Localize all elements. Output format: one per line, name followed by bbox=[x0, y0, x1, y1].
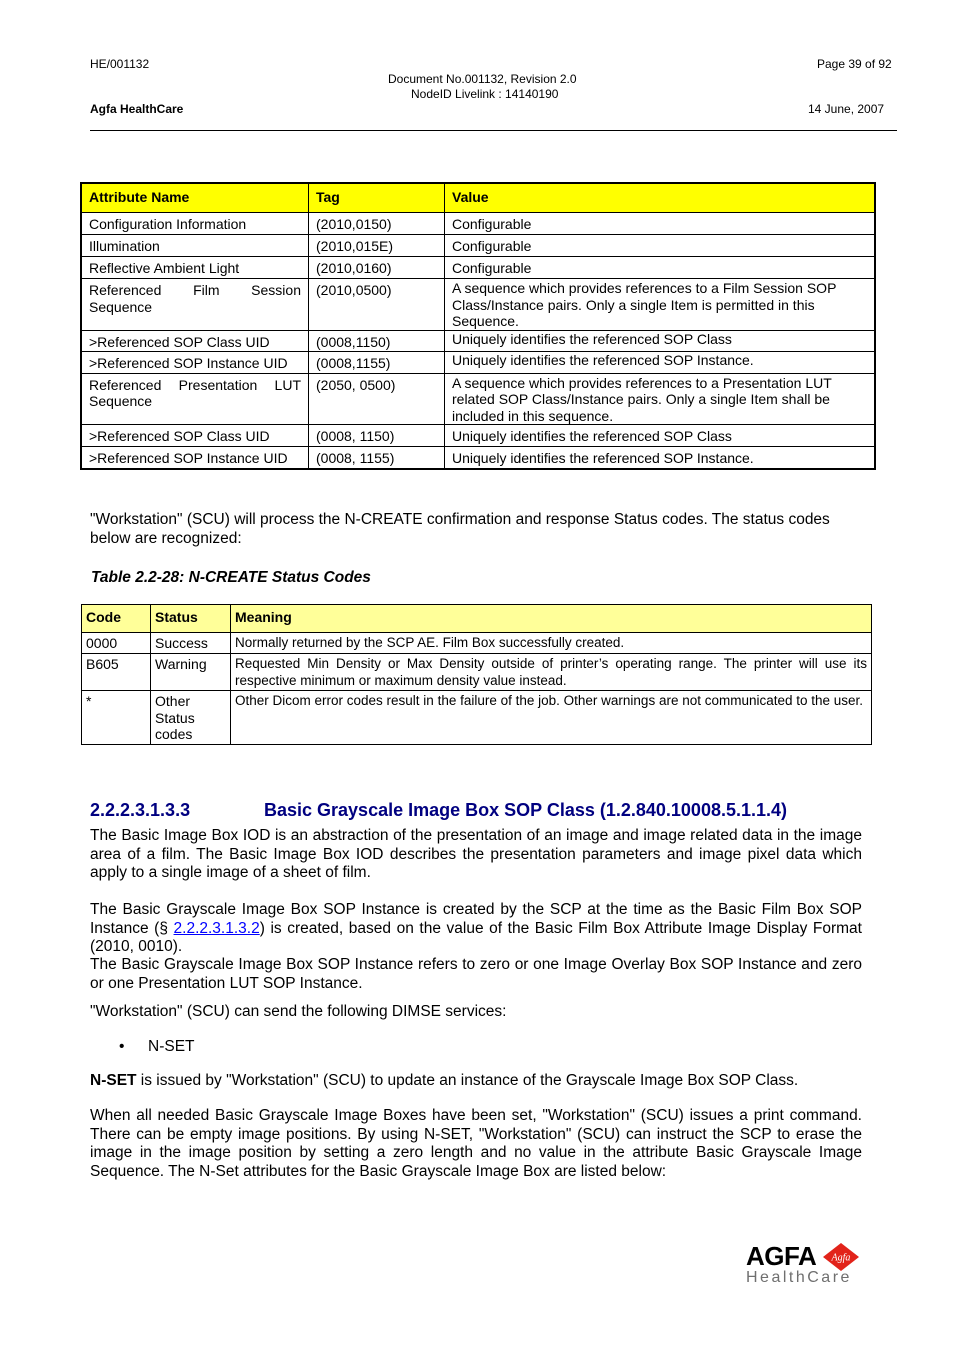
paragraph bbox=[90, 1072, 862, 1091]
paragraph: The Basic Grayscale Image Box SOP Instance refers to zero or one Image Overlay Box SOP Instance and zero or one Presentation LUT SOP Instance. bbox=[90, 956, 862, 992]
meaning-cell: Requested Min Density or Max Density outside of printer’s operating range. The printer will use its respective minimum or maximum density value instead. bbox=[231, 654, 872, 691]
column-header: Code bbox=[82, 605, 151, 633]
value-cell: Configurable bbox=[445, 257, 876, 279]
table-row bbox=[82, 654, 872, 691]
attribute-name-cell: >Referenced SOP Class UID bbox=[81, 330, 309, 351]
attribute-name-cell: Referenced Presentation LUT Sequence bbox=[81, 373, 309, 425]
node-id: NodeID Livelink : 14140190 bbox=[411, 87, 559, 101]
code-cell: B605 bbox=[82, 654, 151, 691]
section-title: Basic Grayscale Image Box SOP Class (1.2.840.10008.5.1.1.4) bbox=[264, 800, 788, 820]
tag-cell: (0008, 1155) bbox=[309, 447, 445, 469]
value-cell: Uniquely identifies the referenced SOP Instance. bbox=[445, 351, 876, 373]
table-row bbox=[81, 425, 875, 447]
status-cell: Success bbox=[151, 633, 231, 654]
status-codes-table bbox=[81, 604, 872, 745]
paragraph: When all needed Basic Grayscale Image Boxes have been set, "Workstation" (SCU) issues a print command. There can be empty image positions. By using N-SET, "Workstation" (SCU) can instruct the SCP to erase the image in the image position by setting a zero length and no value in the attribute Basic Grayscale Image Sequence. The N-Set attributes for the Basic Grayscale Image Box are listed below: bbox=[90, 1107, 862, 1180]
header-divider bbox=[90, 130, 897, 131]
document-date: 14 June, 2007 bbox=[808, 102, 885, 116]
section-number: 2.2.2.3.1.3.3 bbox=[90, 800, 191, 820]
table-header-row bbox=[81, 183, 875, 213]
table-row bbox=[82, 633, 872, 654]
bold-term: N-SET bbox=[90, 1072, 137, 1089]
table-row bbox=[81, 373, 875, 425]
paragraph-text: The Basic Grayscale Image Box SOP Instance is created by the SCP at the time as the Basic Film Box SOP Instance (§ bbox=[90, 901, 862, 937]
doc-code: HE/001132 bbox=[90, 57, 150, 71]
meaning-cell: Other Dicom error codes result in the failure of the job. Other warnings are not communicated to the user. bbox=[231, 691, 872, 745]
emblem-text: Agfa bbox=[831, 1252, 851, 1264]
column-header: Value bbox=[445, 183, 876, 213]
rhombus-emblem-icon bbox=[822, 1242, 860, 1272]
column-header: Tag bbox=[309, 183, 445, 213]
status-intro-paragraph: "Workstation" (SCU) will process the N-CREATE confirmation and response Status codes. The status codes below are recognized: bbox=[90, 511, 830, 547]
value-cell: Uniquely identifies the referenced SOP Class bbox=[445, 425, 876, 447]
paragraph: "Workstation" (SCU) can send the following DIMSE services: bbox=[90, 1003, 507, 1020]
paragraph bbox=[90, 901, 862, 957]
attribute-name-cell: >Referenced SOP Class UID bbox=[81, 425, 309, 447]
value-cell: Configurable bbox=[445, 213, 876, 235]
status-cell: Other Status codes bbox=[151, 691, 231, 745]
table-row bbox=[81, 235, 875, 257]
tag-cell: (2050, 0500) bbox=[309, 373, 445, 425]
column-header: Status bbox=[151, 605, 231, 633]
logo-wordmark: AGFA bbox=[746, 1241, 817, 1271]
code-cell: 0000 bbox=[82, 633, 151, 654]
paragraph: The Basic Image Box IOD is an abstraction of the presentation of an image and image related data in the image area of a film. The Basic Image Box IOD describes the presentation parameters and image pixel data which apply to a single image of a sheet of film. bbox=[90, 827, 862, 881]
table-row bbox=[81, 213, 875, 235]
tag-cell: (2010,0500) bbox=[309, 279, 445, 331]
attribute-name-cell: >Referenced SOP Instance UID bbox=[81, 351, 309, 373]
paragraph-text: is issued by "Workstation" (SCU) to update an instance of the Grayscale Image Box SOP Class. bbox=[136, 1072, 799, 1089]
page-number: Page 39 of 92 bbox=[817, 57, 892, 71]
document-number: Document No.001132, Revision 2.0 bbox=[388, 72, 577, 86]
tag-cell: (0008,1150) bbox=[309, 330, 445, 351]
table-caption: Table 2.2-28: N-CREATE Status Codes bbox=[91, 569, 371, 586]
table-row bbox=[81, 330, 875, 351]
tag-cell: (2010,0160) bbox=[309, 257, 445, 279]
attribute-name-cell: Reflective Ambient Light bbox=[81, 257, 309, 279]
attribute-name-cell: Referenced Film Session Sequence bbox=[81, 279, 309, 331]
attribute-name-cell: Illumination bbox=[81, 235, 309, 257]
column-header: Attribute Name bbox=[81, 183, 309, 213]
attribute-name-cell: >Referenced SOP Instance UID bbox=[81, 447, 309, 469]
table-row bbox=[82, 691, 872, 745]
agfa-healthcare-logo bbox=[744, 1241, 864, 1291]
section-link[interactable]: 2.2.2.3.1.3.2 bbox=[173, 919, 260, 937]
company-name: Agfa HealthCare bbox=[90, 102, 184, 116]
table-header-row bbox=[82, 605, 872, 633]
column-header: Meaning bbox=[231, 605, 872, 633]
status-cell: Warning bbox=[151, 654, 231, 691]
tag-cell: (2010,015E) bbox=[309, 235, 445, 257]
value-cell: Uniquely identifies the referenced SOP Instance. bbox=[445, 447, 876, 469]
logo-subtitle: HealthCare bbox=[746, 1269, 852, 1286]
tag-cell: (0008,1155) bbox=[309, 351, 445, 373]
value-cell: A sequence which provides references to a Presentation LUT related SOP Class/Instance pairs. Only a single Item shall be included in this sequence. bbox=[445, 373, 876, 425]
paragraph-text: ) is created, based on the value of the Basic Film Box Attribute Image Display Format (2010, 0010). bbox=[90, 919, 862, 955]
attribute-table bbox=[80, 182, 876, 470]
value-cell: A sequence which provides references to a Film Session SOP Class/Instance pairs. Only a single Item is permitted in this Sequence. bbox=[445, 279, 876, 331]
value-cell: Configurable bbox=[445, 235, 876, 257]
tag-cell: (2010,0150) bbox=[309, 213, 445, 235]
table-row bbox=[81, 447, 875, 469]
table-row bbox=[81, 257, 875, 279]
attribute-name-cell: Configuration Information bbox=[81, 213, 309, 235]
bullet-marker: • bbox=[119, 1038, 125, 1055]
tag-cell: (0008, 1150) bbox=[309, 425, 445, 447]
value-cell: Uniquely identifies the referenced SOP Class bbox=[445, 330, 876, 351]
table-row bbox=[81, 351, 875, 373]
meaning-cell: Normally returned by the SCP AE. Film Box successfully created. bbox=[231, 633, 872, 654]
bullet-item: N-SET bbox=[148, 1038, 195, 1055]
table-row bbox=[81, 279, 875, 331]
code-cell: * bbox=[82, 691, 151, 745]
